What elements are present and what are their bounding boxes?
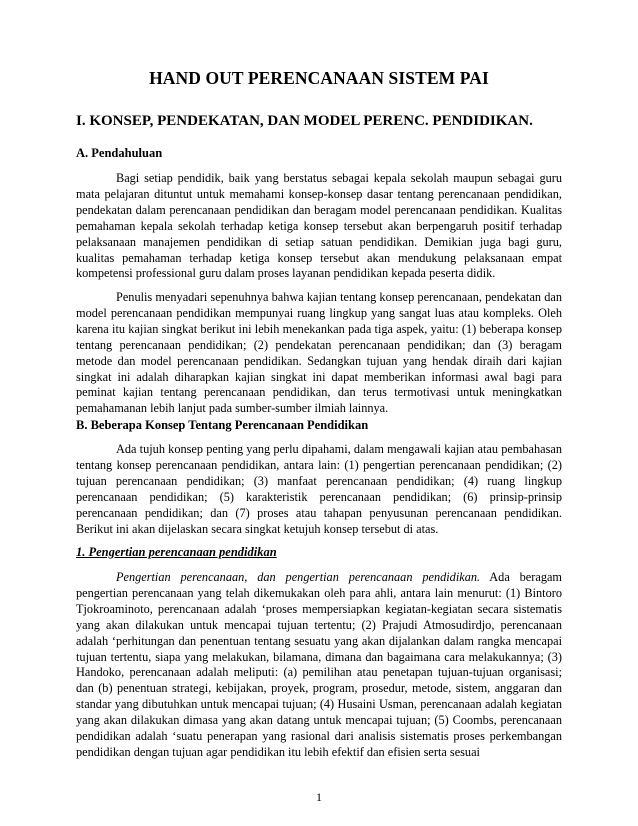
paragraph-pengertian-lead: Pengertian perencanaan, dan pengertian perencanaan pendidikan. [116, 570, 481, 584]
document-title: HAND OUT PERENCANAAN SISTEM PAI [149, 68, 489, 88]
page-number: 1 [316, 790, 322, 804]
paragraph-pengertian [76, 570, 562, 761]
paragraph-konsep: Ada tujuh konsep penting yang perlu dipahami, dalam mengawali kajian atau pembahasan tentang konsep perencanaan pendidikan, antara lain: (1) pengertian perencanaan pendidikan; (2) tujuan perencanaan pendidikan; (3) manfaat perencanaan pendidikan; (4) ruang lingkup perencanaan pendidikan; (5) karakteristik perencanaan pendidikan; (6) prinsip-prinsip perencanaan pendidikan; dan (7) proses atau tahapan penyusunan perencanaan pendidikan. Berikut ini akan dijelaskan secara singkat ketujuh konsep tersebut di atas. [76, 442, 562, 536]
section-heading-1: I. KONSEP, PENDEKATAN, DAN MODEL PERENC. PENDIDIKAN. [76, 113, 533, 129]
paragraph-pengertian-body: Ada beragam pengertian perencanaan yang telah dikemukakan oleh para ahli, antara lain menurut: (1) Bintoro Tjokroaminoto, perencanaan adalah ‘proses mempersiapkan kegiatan-kegiatan secara sistematis yang akan dilakukan untuk mencapai tujuan tertentu; (2) Prajudi Atmosudirdjo, perencanaan adalah ‘perhitungan dan penentuan tentang sesuatu yang akan dijalankan dalam rangka mencapai tujuan tertentu, siapa yang melakukan, bilamana, dimana dan bagaimana cara melakukannya; (3) Handoko, perencanaan adalah meliputi: (a) pemilihan atau penetapan tujuan-tujuan organisasi; dan (b) penentuan strategi, kebijakan, proyek, program, prosedur, metode, sistem, anggaran dan standar yang dibutuhkan untuk mencapai tujuan; (4) Husaini Usman, perencanaan adalah kegiatan yang akan dilakukan dimasa yang akan datang untuk mencapai tujuan; (5) Coombs, perencanaan pendidikan adalah ‘suatu penerapan yang rasional dari analisis sistematis proses perkembangan pendidikan dengan tujuan agar pendidikan itu lebih efektif dan efisien serta sesuai [76, 570, 562, 759]
subsection-heading-b: B. Beberapa Konsep Tentang Perencanaan Pendidikan [76, 418, 369, 432]
paragraph-pendahuluan-2: Penulis menyadari sepenuhnya bahwa kajian tentang konsep perencanaan, pendekatan dan model perencanaan pendidikan mempunyai ruang lingkup yang sangat luas atau kompleks. Oleh karena itu kajian singkat berikut ini lebih menekankan pada tiga aspek, yaitu: (1) beberapa konsep tentang perencanaan pendidikan; (2) pendekatan perencanaan pendidikan; dan (3) beragam metode dan model perencanaan pendidikan. Sedangkan tujuan yang hendak diraih dari kajian singkat ini adalah diharapkan kajian singkat ini dapat memberikan informasi awal bagi para peminat kajian tentang perencanaan pendidikan, dan terus termotivasi untuk meningkatkan pemahamanan lebih lanjut pada sumber-sumber ilmiah lainnya. [76, 290, 562, 416]
subsection-heading-1: 1. Pengertian perencanaan pendidikan [76, 545, 277, 559]
subsection-heading-a: A. Pendahuluan [76, 146, 163, 160]
paragraph-pendahuluan-1: Bagi setiap pendidik, baik yang berstatus sebagai kepala sekolah maupun sebagai guru mata pelajaran dituntut untuk memahami konsep-konsep dasar tentang perencanaan pendidikan, pendekatan dalam perencanaan pendidikan dan beragam model perencanaan pendidikan. Kualitas pemahaman kepala sekolah terhadap ketiga konsep tersebut akan berpengaruh positif terhadap pelaksanaan manajemen pendidikan di setiap satuan pendidikan. Demikian juga bagi guru, kualitas pemahaman terhadap ketiga konsep tersebut akan mendukung pelaksanaan empat kompetensi professional guru dalam proses layanan pendidikan kepada peserta didik. [76, 171, 562, 281]
